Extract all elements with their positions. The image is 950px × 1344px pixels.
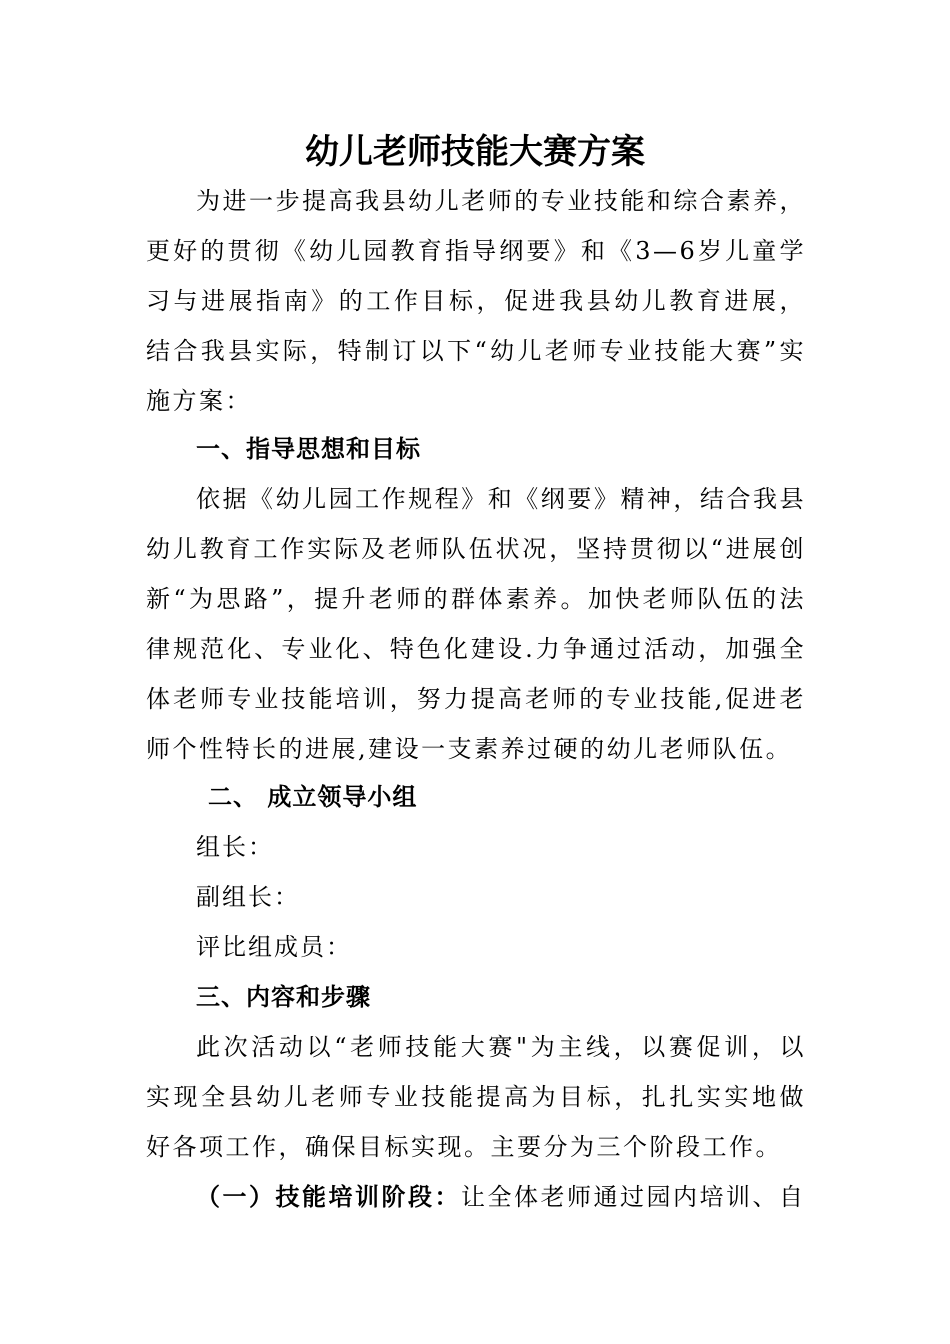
stage-one-text: 让全体老师通过园内培训、自 (461, 1183, 806, 1211)
guiding-ideas-paragraph: 依据《幼儿园工作规程》和《纲要》精神，结合我县幼儿教育工作实际及老师队伍状况，坚持贯彻以“进展创新“为思路”，提升老师的群体素养。加快老师队伍的法律规范化、专业化、特色化建设.力争通过活动，加强全体老师专业技能培训，努力提高老师的专业技能,促进老师个性特长的进展,建设一支素养过硬的幼儿老师队伍。 (146, 485, 806, 763)
stage-one-paragraph (196, 1172, 806, 1222)
stage-one-label: （一）技能培训阶段： (196, 1182, 461, 1211)
content-steps-paragraph: 此次活动以“老师技能大赛"为主线，以赛促训，以实现全县幼儿老师专业技能提高为目标，扎扎实实地做好各项工作，确保目标实现。主要分为三个阶段工作。 (146, 1033, 806, 1161)
leader-line: 组长： (196, 833, 274, 861)
section-heading-content-steps: 三、内容和步骤 (196, 983, 371, 1011)
judging-members-line: 评比组成员： (196, 933, 352, 961)
deputy-leader-line: 副组长： (196, 883, 300, 911)
document-title: 幼儿老师技能大赛方案 (305, 132, 645, 172)
section-heading-guiding-ideas: 一、指导思想和目标 (196, 435, 421, 463)
section-heading-leadership-group: 二、 成立领导小组 (208, 783, 418, 811)
intro-paragraph: 为进一步提高我县幼儿老师的专业技能和综合素养，更好的贯彻《幼儿园教育指导纲要》和《3—6岁儿童学习与进展指南》的工作目标，促进我县幼儿教育进展，结合我县实际，特制订以下“幼儿老师专业技能大赛”实施方案： (146, 187, 806, 415)
